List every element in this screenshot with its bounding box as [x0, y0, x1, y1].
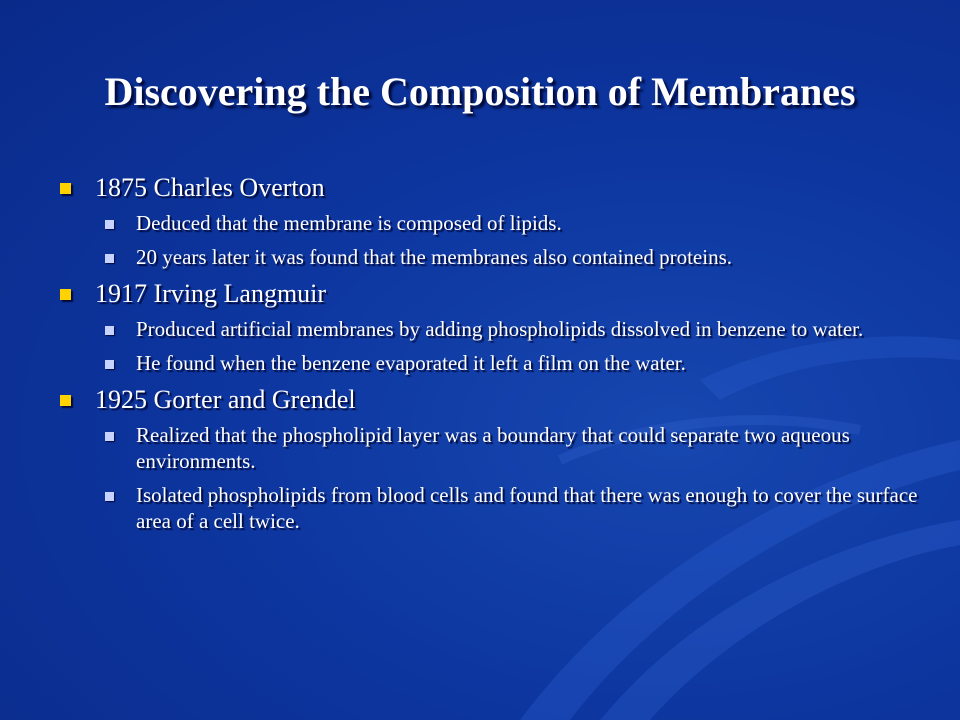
- sub-bullet: [105, 210, 926, 236]
- square-bullet-icon: [105, 220, 114, 229]
- square-bullet-icon: [60, 395, 71, 406]
- square-bullet-icon: [105, 492, 114, 501]
- heading-text: 1875 Charles Overton: [95, 173, 325, 202]
- bullet-heading-1917: [60, 278, 920, 310]
- sub-bullet-text: 20 years later it was found that the membranes also contained proteins.: [136, 245, 732, 269]
- square-bullet-icon: [105, 326, 114, 335]
- square-bullet-icon: [105, 254, 114, 263]
- sub-bullet-text: Deduced that the membrane is composed of lipids.: [136, 211, 562, 235]
- heading-text: 1925 Gorter and Grendel: [95, 385, 356, 414]
- bullet-heading-1925: [60, 384, 920, 416]
- sub-bullet-text: He found when the benzene evaporated it left a film on the water.: [136, 351, 686, 375]
- bullet-heading-1875: [60, 172, 920, 204]
- sub-bullet: [105, 422, 926, 474]
- sub-bullet-text: Produced artificial membranes by adding phospholipids dissolved in benzene to water.: [136, 317, 864, 341]
- sub-bullet: [105, 482, 926, 534]
- square-bullet-icon: [60, 289, 71, 300]
- sub-bullet-text: Realized that the phospholipid layer was a boundary that could separate two aqueous environments.: [136, 423, 850, 473]
- sub-bullet-text: Isolated phospholipids from blood cells and found that there was enough to cover the surface area of a cell twice.: [136, 483, 918, 533]
- square-bullet-icon: [105, 360, 114, 369]
- sub-bullet: [105, 316, 926, 342]
- square-bullet-icon: [105, 432, 114, 441]
- sub-bullet: [105, 350, 926, 376]
- slide-title: Discovering the Composition of Membranes: [104, 69, 856, 114]
- heading-text: 1917 Irving Langmuir: [95, 279, 327, 308]
- square-bullet-icon: [60, 183, 71, 194]
- sub-bullet: [105, 244, 926, 270]
- slide-content: [60, 172, 920, 542]
